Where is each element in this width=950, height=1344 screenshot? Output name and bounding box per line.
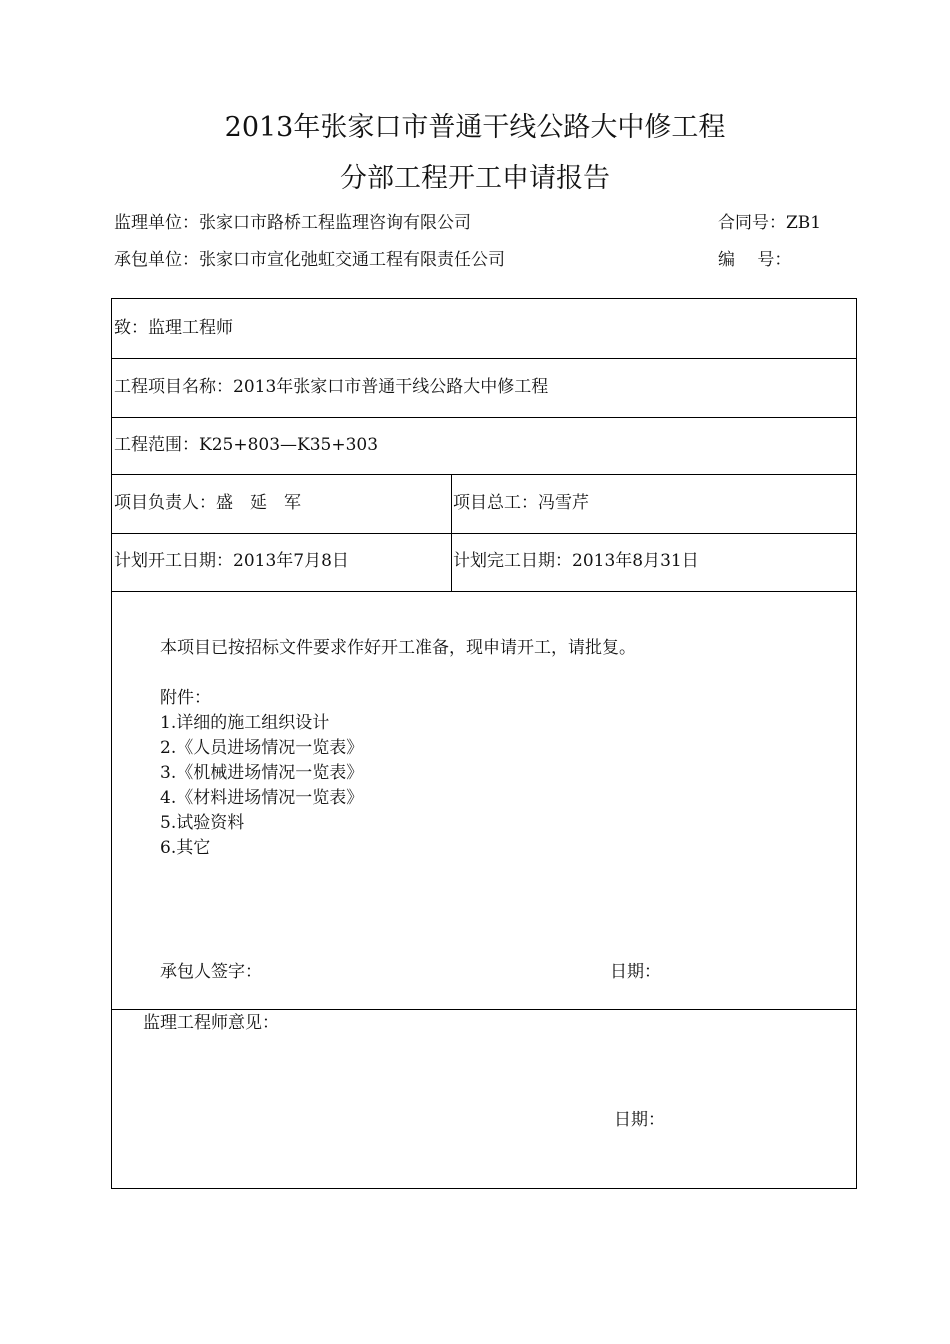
- column-divider: [451, 534, 452, 591]
- application-statement: 本项目已按招标文件要求作好开工准备，现申请开工，请批复。: [160, 638, 636, 658]
- application-form: [111, 298, 857, 1189]
- row-personnel: [112, 475, 856, 534]
- attachments-label: 附件：: [160, 688, 211, 708]
- scope-text: 工程范围：K25+803—K35+303: [114, 435, 379, 455]
- project-name-text: 工程项目名称：2013年张家口市普通干线公路大中修工程: [114, 377, 549, 397]
- attachment-list: [160, 686, 363, 861]
- chief-engineer-text: 项目总工：冯雪芹: [453, 493, 589, 513]
- attachment-item: 5.试验资料: [160, 813, 245, 833]
- attachment-item: 6.其它: [160, 838, 211, 858]
- row-addressee: [112, 299, 856, 359]
- document-title: 2013年张家口市普通干线公路大中修工程: [224, 112, 726, 143]
- row-application-body: [112, 592, 856, 1010]
- engineer-date-label: 日期：: [614, 1110, 665, 1130]
- engineer-opinion-label: 监理工程师意见：: [143, 1013, 279, 1033]
- supervision-unit: 监理单位：张家口市路桥工程监理咨询有限公司: [114, 213, 471, 233]
- addressee-text: 致：监理工程师: [114, 318, 233, 338]
- document-subtitle: 分部工程开工申请报告: [340, 163, 610, 194]
- serial-number: 编 号：: [718, 250, 792, 270]
- attachment-item: 1.详细的施工组织设计: [160, 713, 330, 733]
- attachment-item: 3.《机械进场情况一览表》: [160, 763, 364, 783]
- contract-number: 合同号：ZB1: [718, 213, 822, 233]
- attachment-item: 2.《人员进场情况一览表》: [160, 738, 364, 758]
- row-scope: [112, 418, 856, 475]
- column-divider: [451, 475, 452, 533]
- planned-start-text: 计划开工日期：2013年7月8日: [114, 551, 349, 571]
- contractor-unit: 承包单位：张家口市宣化弛虹交通工程有限责任公司: [114, 250, 505, 270]
- contractor-signature-label: 承包人签字：: [160, 962, 262, 982]
- row-project-name: [112, 359, 856, 418]
- row-engineer-opinion: [112, 1010, 856, 1188]
- row-dates: [112, 534, 856, 592]
- planned-finish-text: 计划完工日期：2013年8月31日: [453, 551, 699, 571]
- contractor-date-label: 日期：: [610, 962, 661, 982]
- project-manager-text: 项目负责人：盛 延 军: [114, 493, 301, 513]
- attachment-item: 4.《材料进场情况一览表》: [160, 788, 364, 808]
